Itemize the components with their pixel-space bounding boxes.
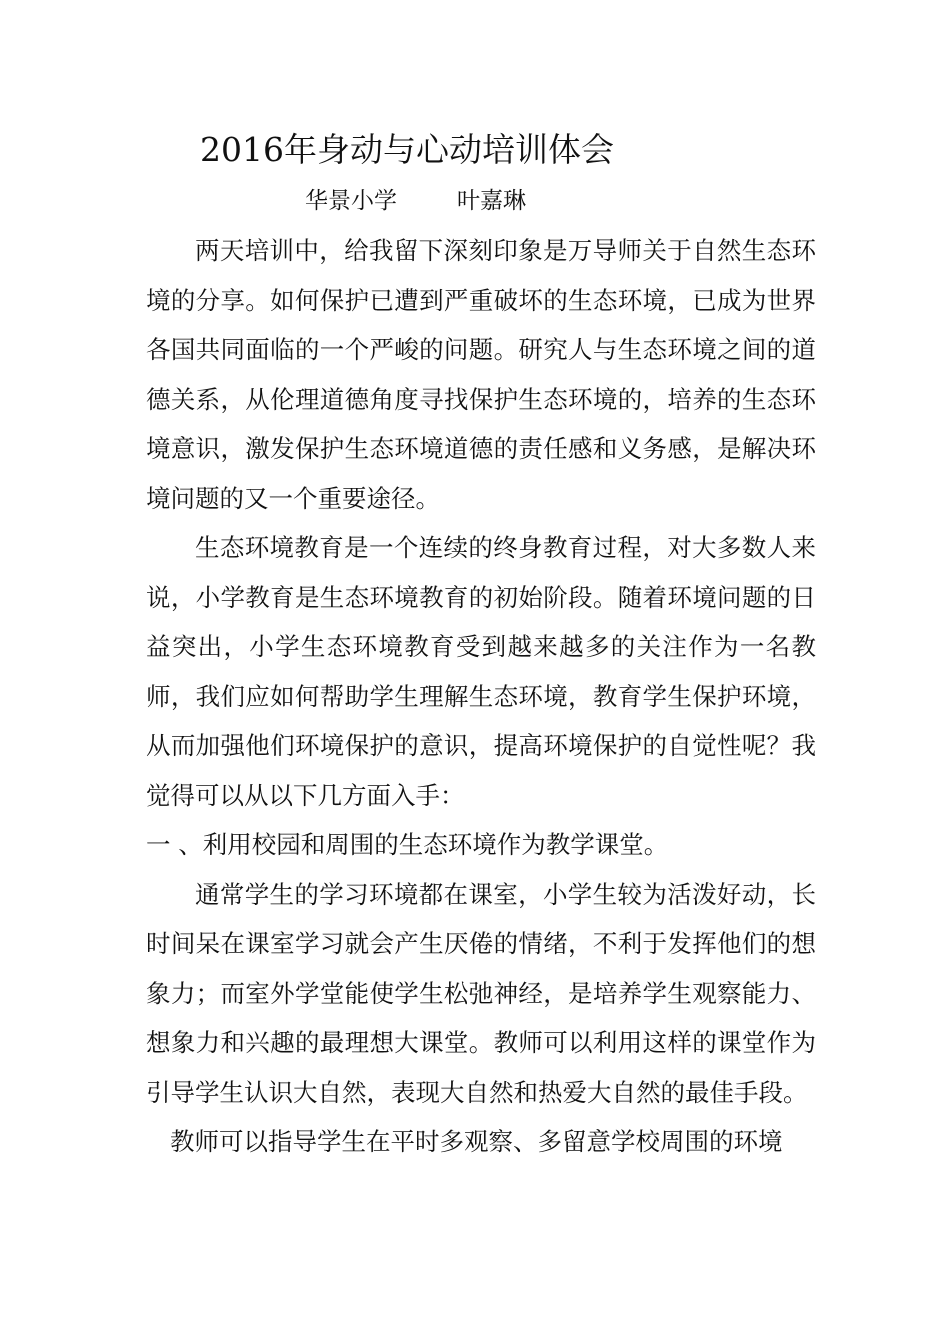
paragraph-1: 两天培训中，给我留下深刻印象是万导师关于自然生态环境的分享。如何保护已遭到严重破坏的生态环境，已成为世界各国共同面临的一个严峻的问题。研究人与生态环境之间的道德关系，从伦理道德角度寻找保护生态环境的，培养的生态环境意识，激发保护生态环境道德的责任感和义务感，是解决环境问题的又一个重要途径。	[146, 236, 816, 513]
byline	[305, 183, 526, 219]
document-body	[146, 226, 816, 1167]
author-name: 叶嘉琳	[457, 188, 526, 214]
paragraph-4: 教师可以指导学生在平时多观察、多留意学校周围的环境	[170, 1127, 783, 1156]
paragraph-2: 生态环境教育是一个连续的终身教育过程，对大多数人来说，小学教育是生态环境教育的初始阶段。随着环境问题的日益突出，小学生态环境教育受到越来越多的关注作为一名教师，我们应如何帮助学生理解生态环境，教育学生保护环境，从而加强他们环境保护的意识，提高环境保护的自觉性呢？我觉得可以从以下几方面入手：	[146, 533, 816, 810]
document-title: 2016年身动与心动培训体会	[200, 130, 614, 169]
school-name: 华景小学	[305, 188, 397, 214]
section-heading: 一 、利用校园和周围的生态环境作为教学课堂。	[146, 830, 669, 859]
paragraph-3: 通常学生的学习环境都在课室，小学生较为活泼好动，长时间呆在课室学习就会产生厌倦的情绪，不利于发挥他们的想象力；而室外学堂能使学生松弛神经，是培养学生观察能力、想象力和兴趣的最理想大课堂。教师可以利用这样的课堂作为引导学生认识大自然，表现大自然和热爱大自然的最佳手段。	[146, 879, 816, 1107]
